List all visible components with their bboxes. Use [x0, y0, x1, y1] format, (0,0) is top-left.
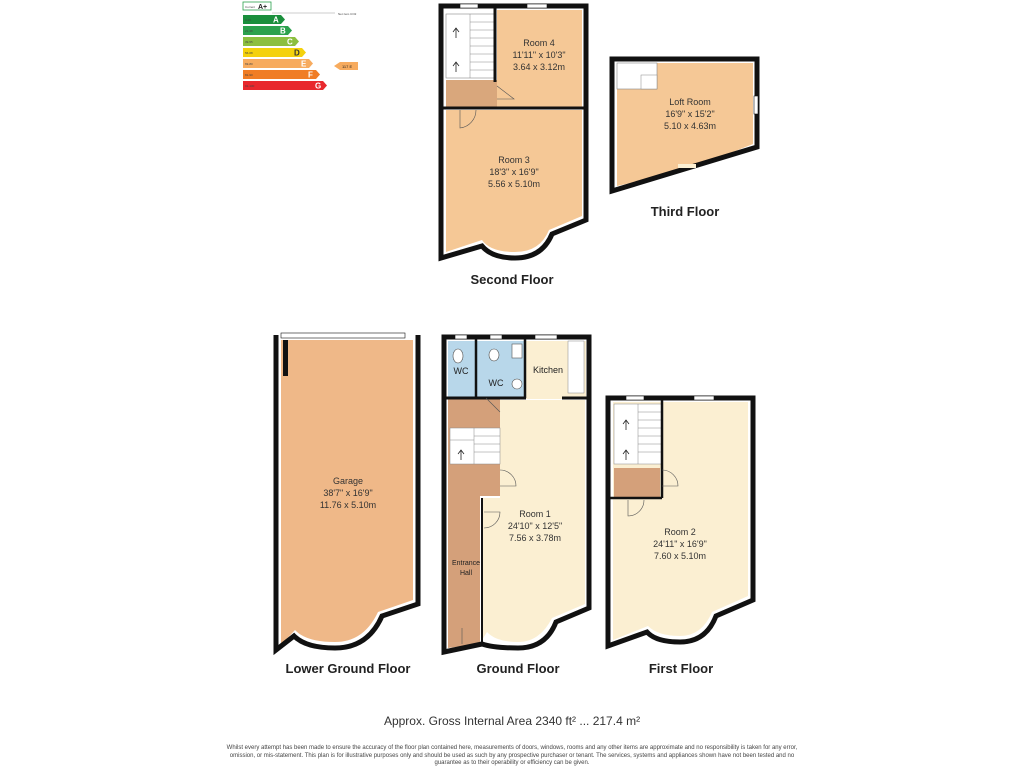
epc-note: Net zero CO2 [338, 12, 357, 16]
third-floor-title: Third Floor [650, 204, 720, 219]
sink-icon [512, 344, 522, 358]
lower-ground-floor-plan [276, 333, 418, 676]
room-1-metric: 7.56 x 3.78m [508, 533, 562, 543]
room-4-imperial: 11'11" x 10'3" [512, 50, 566, 60]
garage-metric: 11.76 x 5.10m [319, 500, 377, 510]
room-2-imperial: 24'11" x 16'9" [653, 539, 707, 549]
epc-header-left: Current [245, 5, 256, 9]
room-1-imperial: 24'10" x 12'5" [507, 521, 563, 531]
room-2-metric: 7.60 x 5.10m [653, 551, 707, 561]
room-3-imperial: 18'3" x 16'9" [489, 167, 539, 177]
wc-1-label: WC [453, 366, 469, 376]
epc-marker-label: 117 E [342, 64, 353, 69]
window-icon [754, 96, 758, 114]
room-3-name: Room 3 [498, 155, 530, 165]
gross-internal-area: Approx. Gross Internal Area 2340 ft² ... 217.4 m² [383, 714, 641, 728]
window-icon [460, 4, 478, 8]
epc-band-range: 56-68 [245, 51, 253, 55]
first-landing [614, 468, 660, 498]
window-icon [694, 396, 714, 400]
epc-band-letter: G [315, 81, 322, 91]
epc-band-letter: F [308, 70, 313, 80]
epc-band-range: 81-90 [245, 73, 253, 77]
window-icon [490, 335, 502, 339]
epc-header-rating: A+ [258, 4, 268, 11]
entrance-hall-label-2: Hall [459, 570, 473, 577]
epc-band-range: 21-38 [245, 29, 253, 33]
epc-band-letter: B [280, 26, 286, 36]
second-landing [446, 80, 497, 107]
room-1-name: Room 1 [519, 509, 551, 519]
window-icon [455, 335, 467, 339]
room-4-metric: 3.64 x 3.12m [512, 62, 566, 72]
epc-band-range: 0-20 [245, 18, 252, 22]
window-icon [527, 4, 547, 8]
room-2-name: Room 2 [664, 527, 696, 537]
epc-band-letter: C [287, 37, 293, 47]
garage-door-icon [281, 333, 405, 338]
epc-current-marker [334, 62, 358, 70]
ground-stairs [450, 428, 500, 464]
room-4-name: Room 4 [523, 38, 555, 48]
loft-stair-step [641, 75, 657, 89]
loft-room-name: Loft Room [669, 97, 711, 107]
loft-door-gap [678, 164, 696, 168]
loft-room-metric: 5.10 x 4.63m [663, 121, 717, 131]
garage-name: Garage [332, 476, 364, 486]
garage-pillar [283, 340, 288, 376]
disclaimer-text: Whilst every attempt has been made to ensure the accuracy of the floor plan contained here, measurements of doors, windows, rooms and any other items are approximate and no responsibility is taken for any error, omission, or mis-statement. This plan is for illustrative purposes only and should be used as such by any prospective purchaser or tenant. The services, systems and appliances shown have not been tested and no guarantee as to their operability or efficiency can be given. [226, 745, 798, 766]
wc-2-label: WC [488, 378, 504, 388]
kitchen-label: Kitchen [532, 365, 564, 375]
epc-band-range: 91-100 [245, 84, 255, 88]
loft-room-imperial: 16'9" x 15'2" [665, 109, 715, 119]
epc-chart [243, 2, 358, 91]
window-icon [626, 396, 644, 400]
second-floor-plan [441, 4, 586, 287]
ground-floor-plan [444, 335, 589, 676]
ground-floor-title: Ground Floor [476, 661, 560, 676]
second-floor-title: Second Floor [470, 272, 554, 287]
basin-icon [512, 379, 522, 389]
room-3-metric: 5.56 x 5.10m [487, 179, 541, 189]
epc-band-letter: A [273, 15, 279, 25]
kitchen-counter [568, 341, 584, 393]
garage-imperial: 38'7" x 16'9" [323, 488, 373, 498]
window-icon [535, 335, 557, 339]
entrance-hall-label-1: Entrance [451, 560, 481, 567]
third-floor-plan [612, 59, 758, 219]
toilet-icon [489, 349, 499, 361]
first-floor-title: First Floor [648, 661, 714, 676]
epc-band-letter: E [301, 59, 307, 69]
epc-band-range: 39-55 [245, 40, 253, 44]
lower-ground-floor-title: Lower Ground Floor [285, 661, 411, 676]
epc-band-range: 69-80 [245, 62, 253, 66]
first-floor-plan [608, 396, 753, 676]
epc-bands [243, 15, 327, 91]
toilet-icon [453, 349, 463, 363]
epc-band-letter: D [294, 48, 300, 58]
